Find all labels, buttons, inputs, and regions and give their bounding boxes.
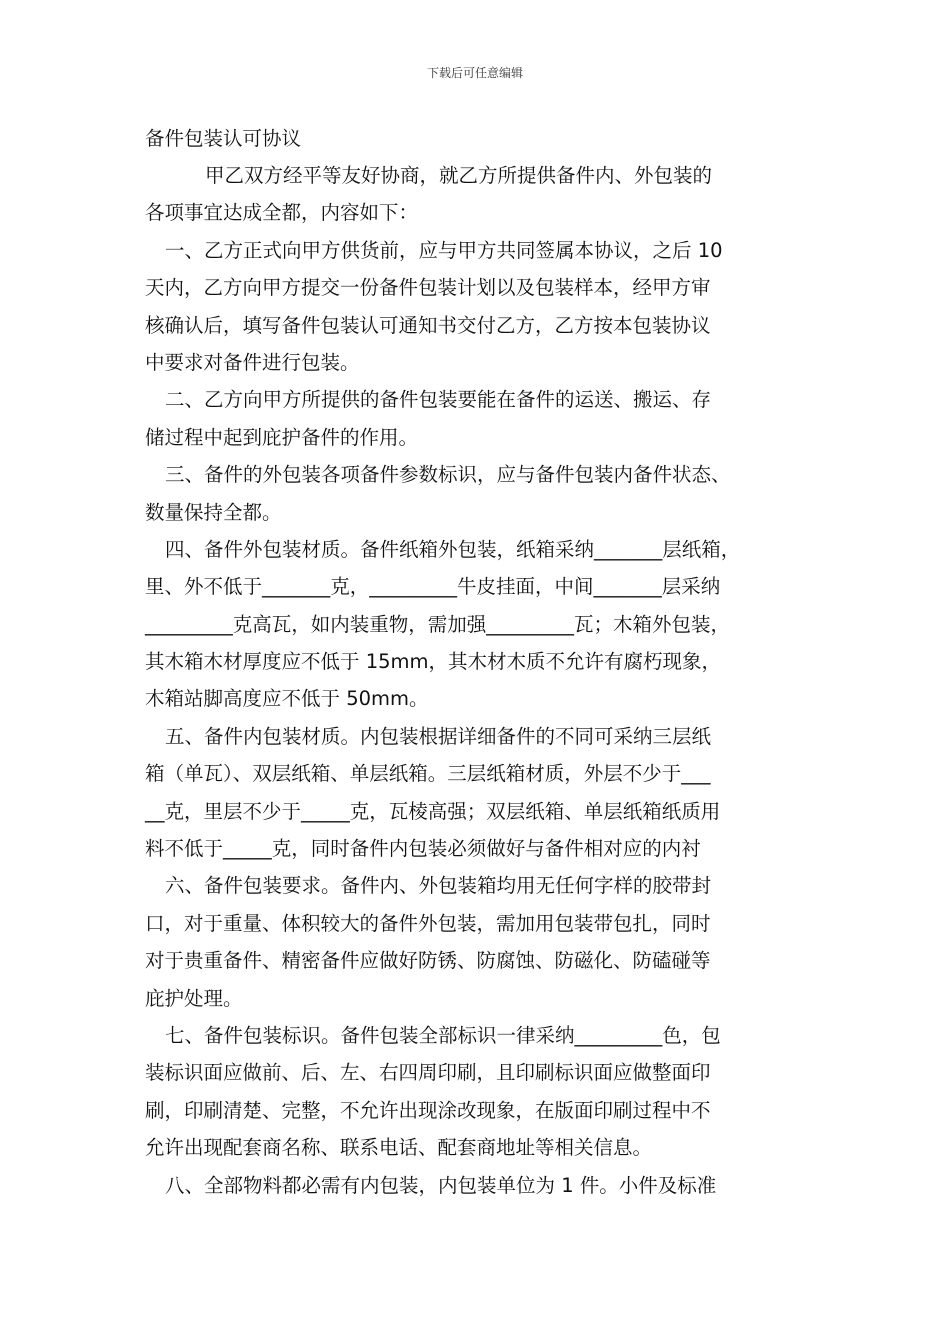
paragraph-line: 刷，印刷清楚、完整，不允许出现涂改现象，在版面印刷过程中不 [145, 1098, 711, 1122]
paragraph-line: 允许出现配套商名称、联系电话、配套商地址等相关信息。 [145, 1136, 653, 1160]
paragraph [145, 157, 825, 232]
paragraph-list [145, 157, 825, 1204]
paragraph [145, 232, 825, 382]
paragraph-line: 口，对于重量、体积较大的备件外包装，需加用包装带包扎，同时 [145, 911, 711, 935]
paragraph [145, 867, 825, 1017]
paragraph-line: 料不低于_____克，同时备件内包装必须做好与备件相对应的内衬 [145, 837, 701, 861]
paragraph-line: 储过程中起到庇护备件的作用。 [145, 425, 419, 449]
paragraph-line: _________克高瓦，如内装重物，需加强_________瓦；木箱外包装， [145, 612, 731, 636]
paragraph-line: 天内，乙方向甲方提交一份备件包装计划以及包装样本，经甲方审 [145, 276, 711, 300]
paragraph-line: __克，里层不少于_____克，瓦棱高强；双层纸箱、单层纸箱纸质用 [145, 799, 721, 823]
paragraph-line: 一、乙方正式向甲方供货前，应与甲方共同签属本协议，之后 10 [165, 238, 723, 262]
paragraph [145, 718, 825, 868]
paragraph [145, 456, 825, 531]
paragraph [145, 531, 825, 718]
paragraph-line: 庇护处理。 [145, 986, 243, 1010]
paragraph-line: 三、备件的外包装各项备件参数标识，应与备件包装内备件状态、 [165, 463, 731, 487]
paragraph-line: 数量保持全都。 [145, 500, 282, 524]
paragraph-line: 甲乙双方经平等友好协商，就乙方所提供备件内、外包装的 [205, 164, 713, 187]
paragraph-line: 五、备件内包装材质。内包装根据详细备件的不同可采纳三层纸 [165, 724, 712, 748]
paragraph-line: 各项事宜达成全都，内容如下： [145, 201, 419, 225]
paragraph-line: 箱（单瓦）、双层纸箱、单层纸箱。三层纸箱材质，外层不少于___ [145, 762, 711, 786]
paragraph-line: 七、备件包装标识。备件包装全部标识一律采纳_________色，包 [165, 1023, 721, 1047]
paragraph-line: 二、乙方向甲方所提供的备件包装要能在备件的运送、搬运、存 [165, 388, 712, 412]
paragraph-line: 对于贵重备件、精密备件应做好防锈、防腐蚀、防磁化、防磕碰等 [145, 949, 711, 973]
paragraph-line: 中要求对备件进行包装。 [145, 350, 360, 374]
paragraph [145, 1017, 825, 1167]
paragraph-line: 核确认后，填写备件包装认可通知书交付乙方，乙方按本包装协议 [145, 313, 711, 337]
paragraph [145, 1167, 825, 1204]
paragraph-line: 里、外不低于_______克，_________牛皮挂面，中间_______层采纳 [145, 575, 721, 599]
paragraph-line: 四、备件外包装材质。备件纸箱外包装，纸箱采纳_______层纸箱， [165, 537, 741, 561]
paragraph-line: 其木箱木材厚度应不低于 15mm，其木材木质不允许有腐朽现象， [145, 650, 722, 674]
paragraph [145, 381, 825, 456]
paragraph-line: 木箱站脚高度应不低于 50mm。 [145, 687, 429, 711]
page-header: 下载后可任意编辑 [426, 66, 523, 80]
paragraph-line: 八、全部物料都必需有内包装，内包装单位为 1 件。小件及标准 [165, 1173, 717, 1197]
paragraph-line: 装标识面应做前、后、左、右四周印刷，且印刷标识面应做整面印 [145, 1061, 711, 1085]
document-body [145, 120, 825, 1204]
document-title: 备件包装认可协议 [145, 127, 302, 150]
paragraph-line: 六、备件包装要求。备件内、外包装箱均用无任何字样的胶带封 [165, 874, 712, 898]
